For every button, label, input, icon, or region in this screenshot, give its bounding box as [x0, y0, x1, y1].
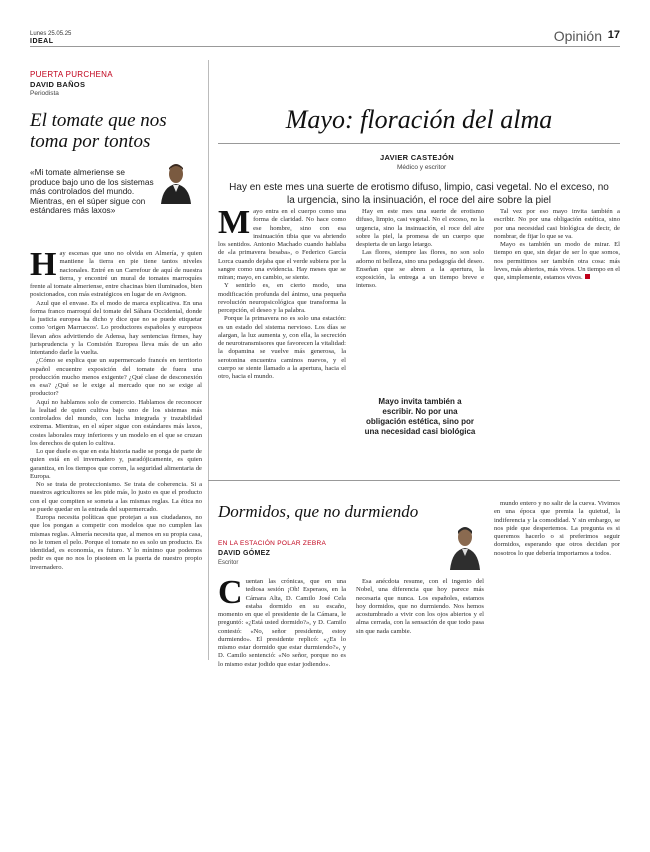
- bottom-kicker: EN LA ESTACIÓN POLAR ZEBRA: [218, 540, 327, 547]
- author-photo: [158, 160, 194, 204]
- paragraph: Europa necesita políticas que protejan a sus ciudadanos, no que los pongan a competir con modelos que no cumplen las mismas reglas. Almería necesita que, al menos en su propia casa, no le tomen el pelo. Porque el tomate no es solo un producto. Es identidad, es economía, es futuro. Y lo mínimo que podemos pedir es que no nos lo pisoteen en la puerta de nuestro propio invernadero.: [30, 514, 202, 571]
- bottom-author-photo: [448, 522, 482, 570]
- main-pull-quote: Mayo invita también a escribir. No por una obligación estética, sino por una necesidad casi biológica: [364, 397, 476, 436]
- main-author-role: Médico y escritor: [397, 164, 447, 171]
- paragraph: Las flores, siempre las flores, no son solo adorno ni belleza, sino una pedagogía del deseo. Enseñan que se abren a la apertura, la exposición, la entrega a un tiempo breve e intenso.: [356, 249, 484, 290]
- end-mark: [585, 274, 590, 279]
- bottom-headline: Dormidos, que no durmiendo: [218, 502, 419, 521]
- main-author: JAVIER CASTEJÓN: [380, 153, 454, 162]
- paragraph: mundo entero y no salir de la cueva. Vivimos en una época que premia la quietud, la indiferencia y la comodidad. Y sin embargo, se nos pide que despertemos. La pregunta es si queremos hacerlo o si preferimos seguir dormidos, esperando que otros decidan por nosotros lo que debería importarnos a todos.: [494, 500, 620, 557]
- newspaper-name: IDEAL: [30, 38, 54, 45]
- main-col-1: [218, 208, 346, 468]
- headline-rule: [218, 143, 620, 144]
- bottom-author: DAVID GÓMEZ: [218, 550, 271, 557]
- main-headline: Mayo: floración del alma: [285, 105, 553, 134]
- header-rule: [30, 46, 620, 47]
- paragraph: Lo que duele es que en esta historia nadie se ponga de parte de quien está en el invernadero y, paradójicamente, es quien garantiza, en los tiempos que corren, la seguridad alimentaria de Europa.: [30, 448, 202, 480]
- author-name: DAVID BAÑOS: [30, 80, 86, 89]
- paragraph: Esa anécdota resume, con el ingenio del Nobel, una diferencia que hoy parece más necesaria que nunca. Los españoles, estamos hoy dormidos, que no durmiendo. Nos hemos acostumbrado a vivir con los ojos abiertos y el alma cerrada, con la sensación de que todo pasa sin que nada cambie.: [356, 578, 484, 635]
- column-divider: [208, 60, 209, 660]
- main-col-2: [356, 208, 484, 388]
- issue-date: Lunes 25.05.25: [30, 31, 72, 37]
- column-kicker: PUERTA PURCHENA: [30, 70, 113, 79]
- section-divider: [208, 480, 620, 481]
- paragraph: Azul que el envase. Es el modo de marca explicativa. En una forma franco marroquí del tomate del Sáhara Occidental, donde la justicia europea ha dicho y dice que no se puede etiquetar como 'origen Marruecos'. Lo productores españoles y europeos llevan años advirtiendo de Adensa, hay sentencias firmes, hay jurisprudencia y la Comisión Europea lleva más de un año intentando darle la vuelta.: [30, 299, 202, 356]
- bottom-col-2: [356, 578, 484, 848]
- bottom-col-1: [218, 578, 346, 848]
- author-role: Periodista: [30, 90, 59, 97]
- main-subtitle: Hay en este mes una suerte de erotismo difuso, limpio, casi vegetal. No el exceso, no la urgencia, sino la insinuación, el roce del aire sobre la piel: [229, 182, 609, 206]
- section-name: Opinión: [553, 28, 602, 44]
- paragraph: Aquí no hablamos solo de comercio. Hablamos de reconocer la lealtad de quien cultiva bajo uno de los sistemas más controlados del mundo, con lucha integrada y trazabilidad extrema. Mientras, en el súper sigue con estándares más laxos, costes laborales muy inferiores y un modelo en el que se cruzan los derechos de quien lo cultiva.: [30, 398, 202, 447]
- pull-quote: «Mi tomate almeriense se produce bajo uno de los sistemas más controlados del mundo. Mientras, en el súper sigue con estándares más laxos»: [30, 167, 154, 215]
- left-body-column: [30, 250, 202, 850]
- main-col-3: [494, 208, 620, 468]
- headline: El tomate que nos toma por tontos: [30, 110, 167, 152]
- bottom-col-3: [494, 500, 620, 848]
- drop-cap: C: [218, 578, 243, 611]
- paragraph: Hay en este mes una suerte de erotismo difuso, limpio, casi vegetal. No el exceso, no la urgencia, sino la insinuación, el roce del aire sobre la piel, la promesa de un cuerpo que despierta de un largo letargo.: [356, 208, 484, 248]
- drop-cap: M: [218, 208, 251, 241]
- paragraph: Mayo es también un modo de mirar. El tiempo en que, sin dejar de ser lo que somos, nos permitimos ser también otra cosa: más leves, más abiertos, más vivos. Un tiempo en el que, simplemente, estamos vivos.: [494, 241, 620, 281]
- paragraph: Porque la primavera no es solo una estación: es un estado del sistema nervioso. Los días se alargan, la luz aumenta y, con ella, la secreción de neurotransmisores que favorecen la vitalidad: la dopamina se vuelve más generosa, la serotonina encuentra caminos nuevos, y el cuerpo se siente llamado a la apertura, hacia el otro, hacia el mundo.: [218, 315, 346, 380]
- paragraph: No se trata de proteccionismo. Se trata de coherencia. Si a nuestros agricultores se les pide más, lo justo es que el producto con el que compiten se someta a las mismas reglas. La ética no se puede quedar en la entrada del supermercado.: [30, 481, 202, 513]
- bottom-author-role: Escritor: [218, 560, 239, 566]
- paragraph: Tal vez por eso mayo invita también a escribir. No por una obligación estética, sino por una necesidad casi biológica de decir, de nombrar, de fijar lo que se va.: [494, 208, 620, 240]
- paragraph: Y sentirlo es, en cierto modo, una modificación profunda del ánimo, una pequeña revolución neuropsicológica que transforma la percepción, el deseo y la palabra.: [218, 282, 346, 314]
- paragraph: Cuentan las crónicas, que en una tediosa sesión ¡Oh! Esperaos, en la Cámara Alta, D. Camilo José Cela estaba dormido en su escaño, momento en que el presidente de la Cámara, le preguntó: «¿Está usted dormido?», y D. Camilo contestó: «No, señor presidente, estoy durmiendo». El presidente replicó: «¿Es lo mismo estar dormido que estar durmiendo?», y D. Camilo sentenció: «No señor, porque no es lo mismo estar jodido que estar jodiendo».: [218, 578, 346, 668]
- paragraph: Mayo entra en el cuerpo como una forma de claridad. No hace como ese hombre, sino con esa insinuación tibia que va abriendo los sentidos. Antonio Machado cuando hablaba de «la primavera besaba», o Federico García Lorca cuando dejaba que el verde subiera por la sangre como una evidencia. Hay meses que se miran; mayo, en cambio, se siente.: [218, 208, 346, 281]
- drop-cap: H: [30, 250, 57, 283]
- paragraph: Hay escenas que uno no olvida en Almería, y quien mantiene la tierra en pie tiene tantos niveles nacionales. Entré en un Carrefour de aquí de nuestra tierra, y encontré un mural de tomates marroquíes frente al tomate almeriense, entre chacinas bien iluminados, bien posicionados, con más estratégicos en lugar de en Avignon.: [30, 250, 202, 299]
- page-number: 17: [607, 29, 620, 41]
- page-header: [30, 31, 71, 45]
- paragraph: ¿Cómo se explica que un supermercado francés en territorio español encuentre exposición del tomate de fuera una producción mucho menos exigente? ¿Qué clase de desconexión es esa? ¿Qué se le exige al mercado que no se exige al productor?: [30, 357, 202, 398]
